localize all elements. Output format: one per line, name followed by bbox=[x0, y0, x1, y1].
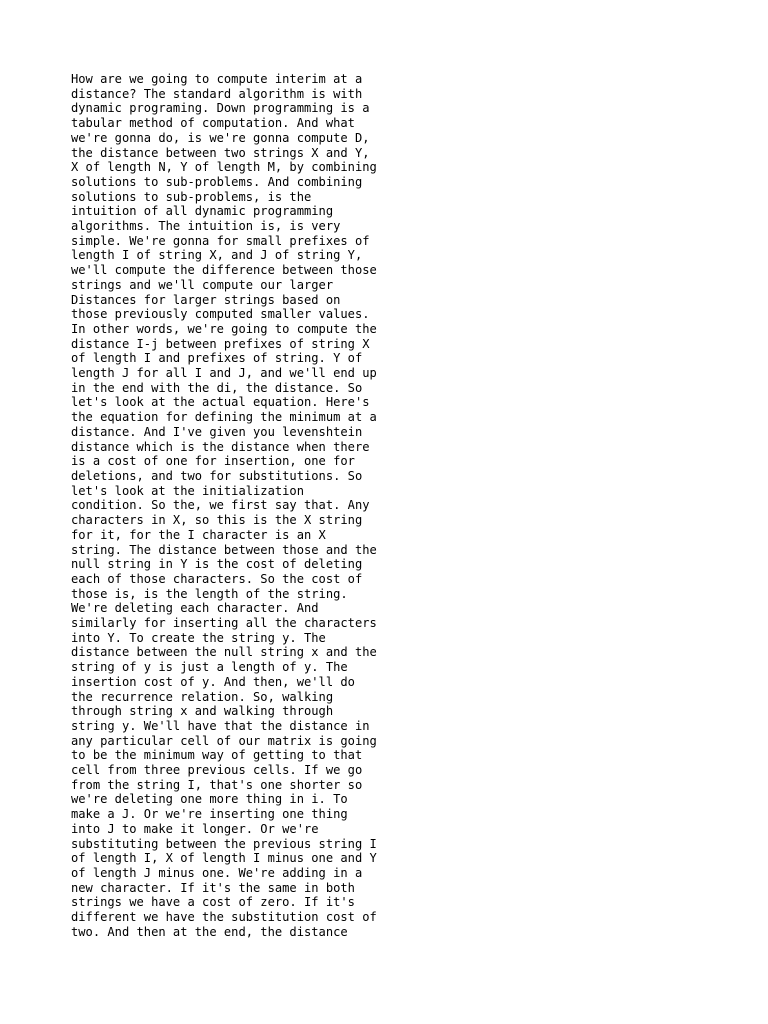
text-line: each of those characters. So the cost of bbox=[71, 571, 363, 586]
text-line: the recurrence relation. So, walking bbox=[71, 689, 334, 704]
text-line: different we have the substitution cost of bbox=[71, 910, 377, 925]
text-line: is a cost of one for insertion, one for bbox=[71, 454, 355, 469]
text-line: let's look at the actual equation. Here's bbox=[71, 395, 370, 410]
text-line: similarly for inserting all the characters bbox=[71, 616, 377, 631]
text-line: into J to make it longer. Or we're bbox=[71, 821, 319, 836]
text-line: the equation for defining the minimum at a bbox=[71, 410, 377, 425]
text-line: of length J minus one. We're adding in a bbox=[71, 865, 363, 880]
text-line: through string x and walking through bbox=[71, 704, 334, 719]
text-line: for it, for the I character is an X bbox=[71, 527, 326, 542]
text-line: insertion cost of y. And then, we'll do bbox=[71, 674, 355, 689]
text-line: Distances for larger strings based on bbox=[71, 292, 341, 307]
text-line: null string in Y is the cost of deleting bbox=[71, 557, 363, 572]
text-line: of length I, X of length I minus one and Y bbox=[71, 851, 377, 866]
text-line: distance between the null string x and the bbox=[71, 645, 377, 660]
text-line: string y. We'll have that the distance in bbox=[71, 718, 370, 733]
text-line: new character. If it's the same in both bbox=[71, 880, 355, 895]
text-line: solutions to sub-problems. And combining bbox=[71, 174, 363, 189]
text-line: those is, is the length of the string. bbox=[71, 586, 348, 601]
text-line: distance. And I've given you levenshtein bbox=[71, 424, 363, 439]
text-line: length J for all I and J, and we'll end up bbox=[71, 366, 377, 381]
text-line: to be the minimum way of getting to that bbox=[71, 748, 363, 763]
text-line: How are we going to compute interim at a bbox=[71, 72, 363, 86]
text-line: the distance between two strings X and Y, bbox=[71, 145, 370, 160]
text-line: distance which is the distance when there bbox=[71, 439, 370, 454]
text-line: We're deleting each character. And bbox=[71, 601, 319, 616]
text-line: length I of string X, and J of string Y, bbox=[71, 248, 363, 263]
text-line: simple. We're gonna for small prefixes of bbox=[71, 233, 370, 248]
text-line: we're deleting one more thing in i. To bbox=[71, 792, 348, 807]
text-line: make a J. Or we're inserting one thing bbox=[71, 807, 348, 822]
text-line: string of y is just a length of y. The bbox=[71, 660, 348, 675]
text-line: into Y. To create the string y. The bbox=[71, 630, 326, 645]
text-line: tabular method of computation. And what bbox=[71, 116, 355, 131]
text-line: we're gonna do, is we're gonna compute D, bbox=[71, 130, 370, 145]
text-line: let's look at the initialization bbox=[71, 483, 304, 498]
text-line: substituting between the previous string I bbox=[71, 836, 377, 851]
text-line: we'll compute the difference between those bbox=[71, 263, 377, 278]
text-line: strings and we'll compute our larger bbox=[71, 277, 334, 292]
text-line: string. The distance between those and the bbox=[71, 542, 377, 557]
text-line: distance I-j between prefixes of string X bbox=[71, 336, 370, 351]
text-line: strings we have a cost of zero. If it's bbox=[71, 895, 355, 910]
text-line: from the string I, that's one shorter so bbox=[71, 777, 363, 792]
text-line: In other words, we're going to compute the bbox=[71, 321, 377, 336]
text-line: X of length N, Y of length M, by combining bbox=[71, 160, 377, 175]
text-line: of length I and prefixes of string. Y of bbox=[71, 351, 363, 366]
text-line: characters in X, so this is the X string bbox=[71, 513, 363, 528]
text-line: in the end with the di, the distance. So bbox=[71, 380, 363, 395]
text-line: intuition of all dynamic programming bbox=[71, 204, 334, 219]
text-line: two. And then at the end, the distance bbox=[71, 924, 348, 939]
text-line: algorithms. The intuition is, is very bbox=[71, 219, 341, 234]
text-line: distance? The standard algorithm is with bbox=[71, 86, 363, 101]
text-line: solutions to sub-problems, is the bbox=[71, 189, 312, 204]
text-line: any particular cell of our matrix is going bbox=[71, 733, 377, 748]
text-line: deletions, and two for substitutions. So bbox=[71, 468, 363, 483]
text-line: condition. So the, we first say that. Any bbox=[71, 498, 370, 513]
text-line: dynamic programing. Down programming is a bbox=[71, 101, 370, 116]
transcript-text bbox=[71, 72, 401, 939]
text-line: cell from three previous cells. If we go bbox=[71, 763, 363, 778]
text-line: those previously computed smaller values. bbox=[71, 307, 370, 322]
